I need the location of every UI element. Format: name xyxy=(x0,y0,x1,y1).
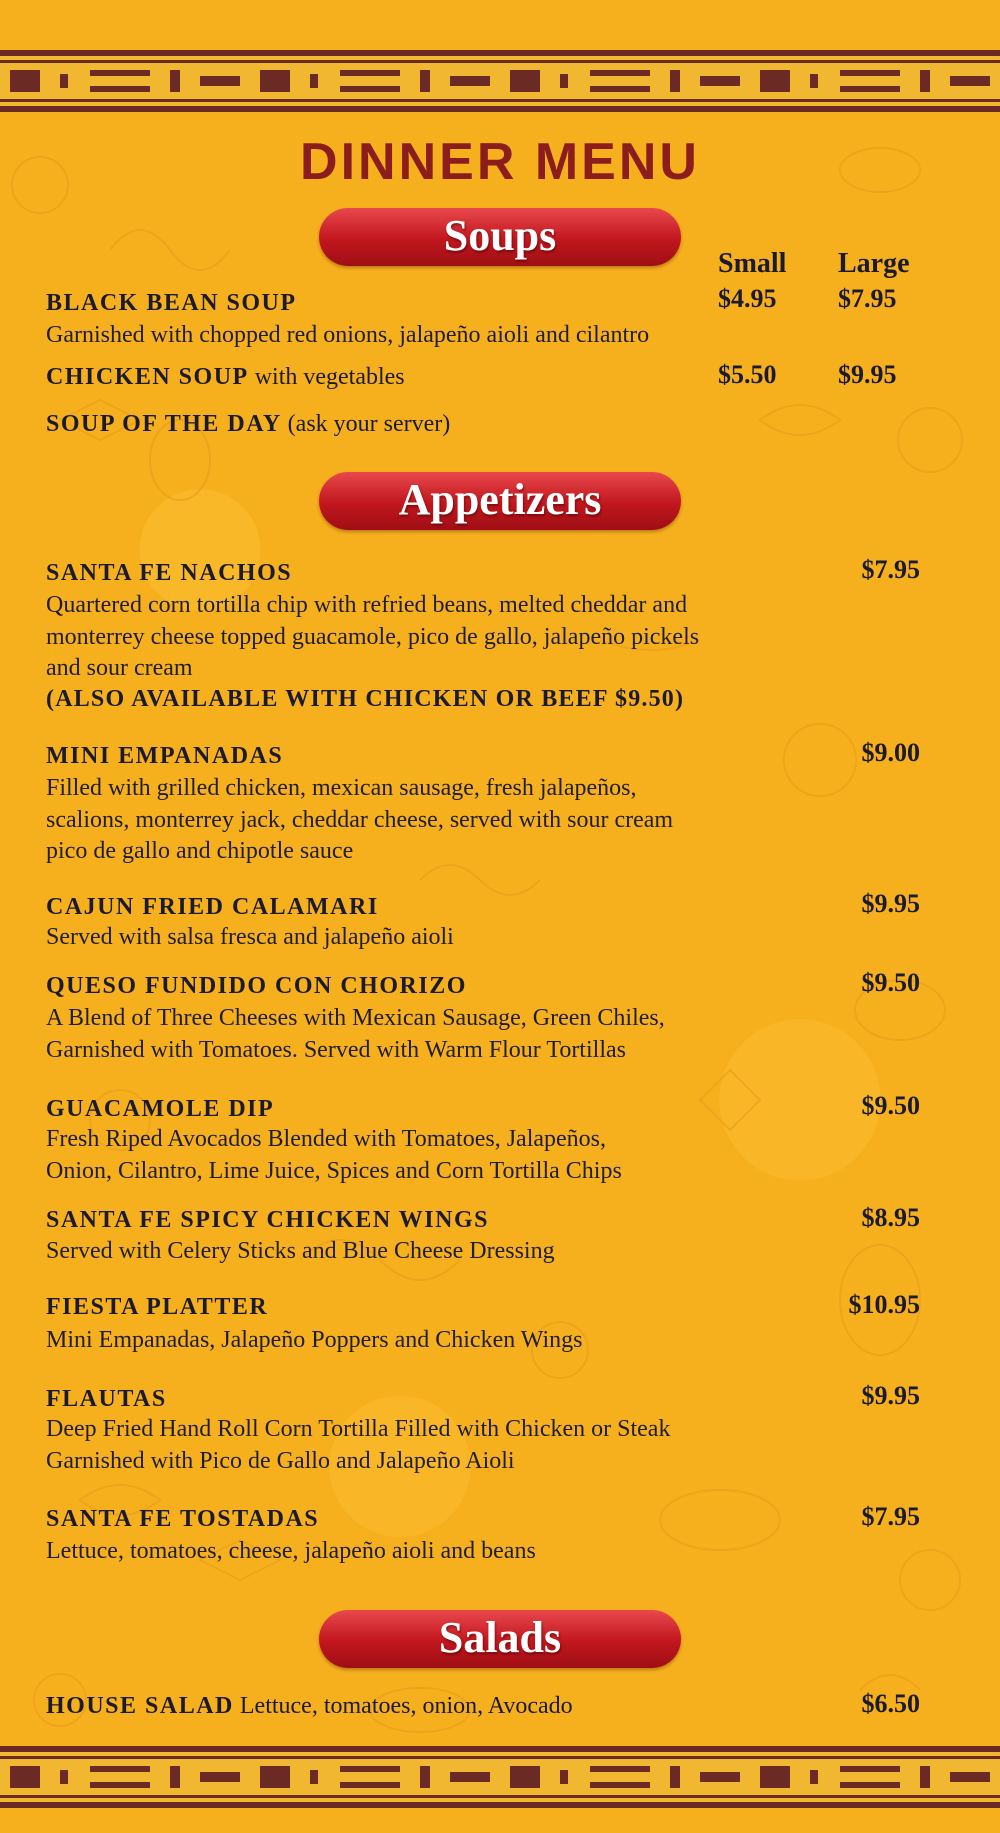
menu-item-guacamole-dip xyxy=(46,1094,274,1124)
desc-line: monterrey cheese topped guacamole, pico de gallo, jalapeño pickels xyxy=(46,623,700,650)
item-name: SOUP OF THE DAY xyxy=(46,411,282,437)
section-heading-soups: Soups xyxy=(319,208,681,266)
menu-item-flautas xyxy=(46,1384,167,1414)
menu-item-soup-of-the-day xyxy=(46,409,450,439)
item-price: $9.50 xyxy=(861,1091,920,1120)
item-description xyxy=(46,1003,906,1066)
desc-line: Mini Empanadas, Jalapeño Poppers and Chicken Wings xyxy=(46,1327,583,1353)
item-description: Garnished with chopped red onions, jalapeño aioli and cilantro xyxy=(46,322,650,348)
desc-line: A Blend of Three Cheeses with Mexican Sausage, Green Chiles, xyxy=(46,1005,665,1031)
item-description xyxy=(46,773,906,868)
item-description xyxy=(46,590,906,685)
top-decorative-border xyxy=(0,50,1000,112)
item-price: $9.00 xyxy=(861,738,920,767)
item-description xyxy=(46,1124,906,1187)
item-name: FLAUTAS xyxy=(46,1386,167,1412)
item-price: $7.95 xyxy=(861,555,920,584)
menu-item-black-bean-soup xyxy=(46,288,297,318)
item-price: $10.95 xyxy=(848,1290,920,1319)
desc-line: Deep Fried Hand Roll Corn Tortilla Filled with Chicken or Steak xyxy=(46,1416,671,1442)
menu-item-santa-fe-nachos xyxy=(46,558,292,588)
item-extra-note: (ALSO AVAILABLE WITH CHICKEN OR BEEF $9.50) xyxy=(46,686,685,712)
item-description xyxy=(46,1536,906,1568)
item-name: SANTA FE TOSTADAS xyxy=(46,1506,320,1532)
desc-line: scalions, monterrey jack, cheddar cheese, served with sour cream xyxy=(46,806,674,833)
menu-item-fiesta-platter xyxy=(46,1292,268,1322)
item-description xyxy=(46,1414,906,1477)
item-description xyxy=(46,1236,906,1268)
item-note: Lettuce, tomatoes, onion, Avocado xyxy=(239,1693,573,1719)
item-note: with vegetables xyxy=(254,364,405,390)
item-name: HOUSE SALAD xyxy=(46,1693,234,1719)
menu-title: DINNER MENU xyxy=(300,133,700,191)
desc-line: Onion, Cilantro, Lime Juice, Spices and Corn Tortilla Chips xyxy=(46,1157,622,1184)
column-header-large: Large xyxy=(838,248,910,279)
desc-line: Quartered corn tortilla chip with refried beans, melted cheddar and xyxy=(46,592,688,618)
menu-item-chicken-soup xyxy=(46,362,405,392)
menu-item-house-salad xyxy=(46,1691,573,1721)
desc-line: Garnished with Pico de Gallo and Jalapeño Aioli xyxy=(46,1447,515,1474)
price-large: $7.95 xyxy=(838,284,897,313)
item-name: BLACK BEAN SOUP xyxy=(46,290,297,316)
item-name: CHICKEN SOUP xyxy=(46,364,249,390)
item-name: FIESTA PLATTER xyxy=(46,1294,269,1320)
item-price: $9.50 xyxy=(861,968,920,997)
item-price: $9.95 xyxy=(861,1381,920,1410)
item-name: QUESO FUNDIDO CON CHORIZO xyxy=(46,973,467,999)
menu-item-santa-fe-spicy-chicken-wings xyxy=(46,1205,489,1235)
item-description xyxy=(46,1325,906,1357)
item-name: SANTA FE NACHOS xyxy=(46,560,293,586)
desc-line: Filled with grilled chicken, mexican sausage, fresh jalapeños, xyxy=(46,775,637,801)
menu-item-mini-empanadas xyxy=(46,741,283,771)
item-note: (ask your server) xyxy=(287,411,451,437)
menu-item-santa-fe-tostadas xyxy=(46,1504,319,1534)
desc-line: Served with salsa fresca and jalapeño aioli xyxy=(46,924,454,950)
section-heading-salads: Salads xyxy=(319,1610,681,1668)
price-large: $9.95 xyxy=(838,360,897,389)
desc-line: Served with Celery Sticks and Blue Cheese Dressing xyxy=(46,1238,555,1264)
price-small: $5.50 xyxy=(718,360,777,389)
item-name: MINI EMPANADAS xyxy=(46,743,284,769)
item-name: GUACAMOLE DIP xyxy=(46,1096,275,1122)
desc-line: pico de gallo and chipotle sauce xyxy=(46,838,354,864)
bottom-decorative-border xyxy=(0,1746,1000,1808)
menu-item-queso-fundido-con-chorizo xyxy=(46,971,467,1001)
item-price: $7.95 xyxy=(861,1502,920,1531)
item-price: $8.95 xyxy=(861,1203,920,1232)
item-price: $6.50 xyxy=(861,1689,920,1718)
section-heading-appetizers: Appetizers xyxy=(319,472,681,530)
item-name: SANTA FE SPICY CHICKEN WINGS xyxy=(46,1207,489,1233)
desc-line: Fresh Riped Avocados Blended with Tomatoes, Jalapeños, xyxy=(46,1126,607,1152)
desc-line: Lettuce, tomatoes, cheese, jalapeño aioli and beans xyxy=(46,1538,536,1564)
column-header-small: Small xyxy=(718,248,787,279)
item-price: $9.95 xyxy=(861,889,920,918)
menu-item-cajun-fried-calamari xyxy=(46,892,379,922)
item-name: CAJUN FRIED CALAMARI xyxy=(46,894,379,920)
desc-line: Garnished with Tomatoes. Served with Warm Flour Tortillas xyxy=(46,1036,626,1063)
desc-line: and sour cream xyxy=(46,655,193,681)
item-description xyxy=(46,922,906,954)
price-small: $4.95 xyxy=(718,284,777,313)
